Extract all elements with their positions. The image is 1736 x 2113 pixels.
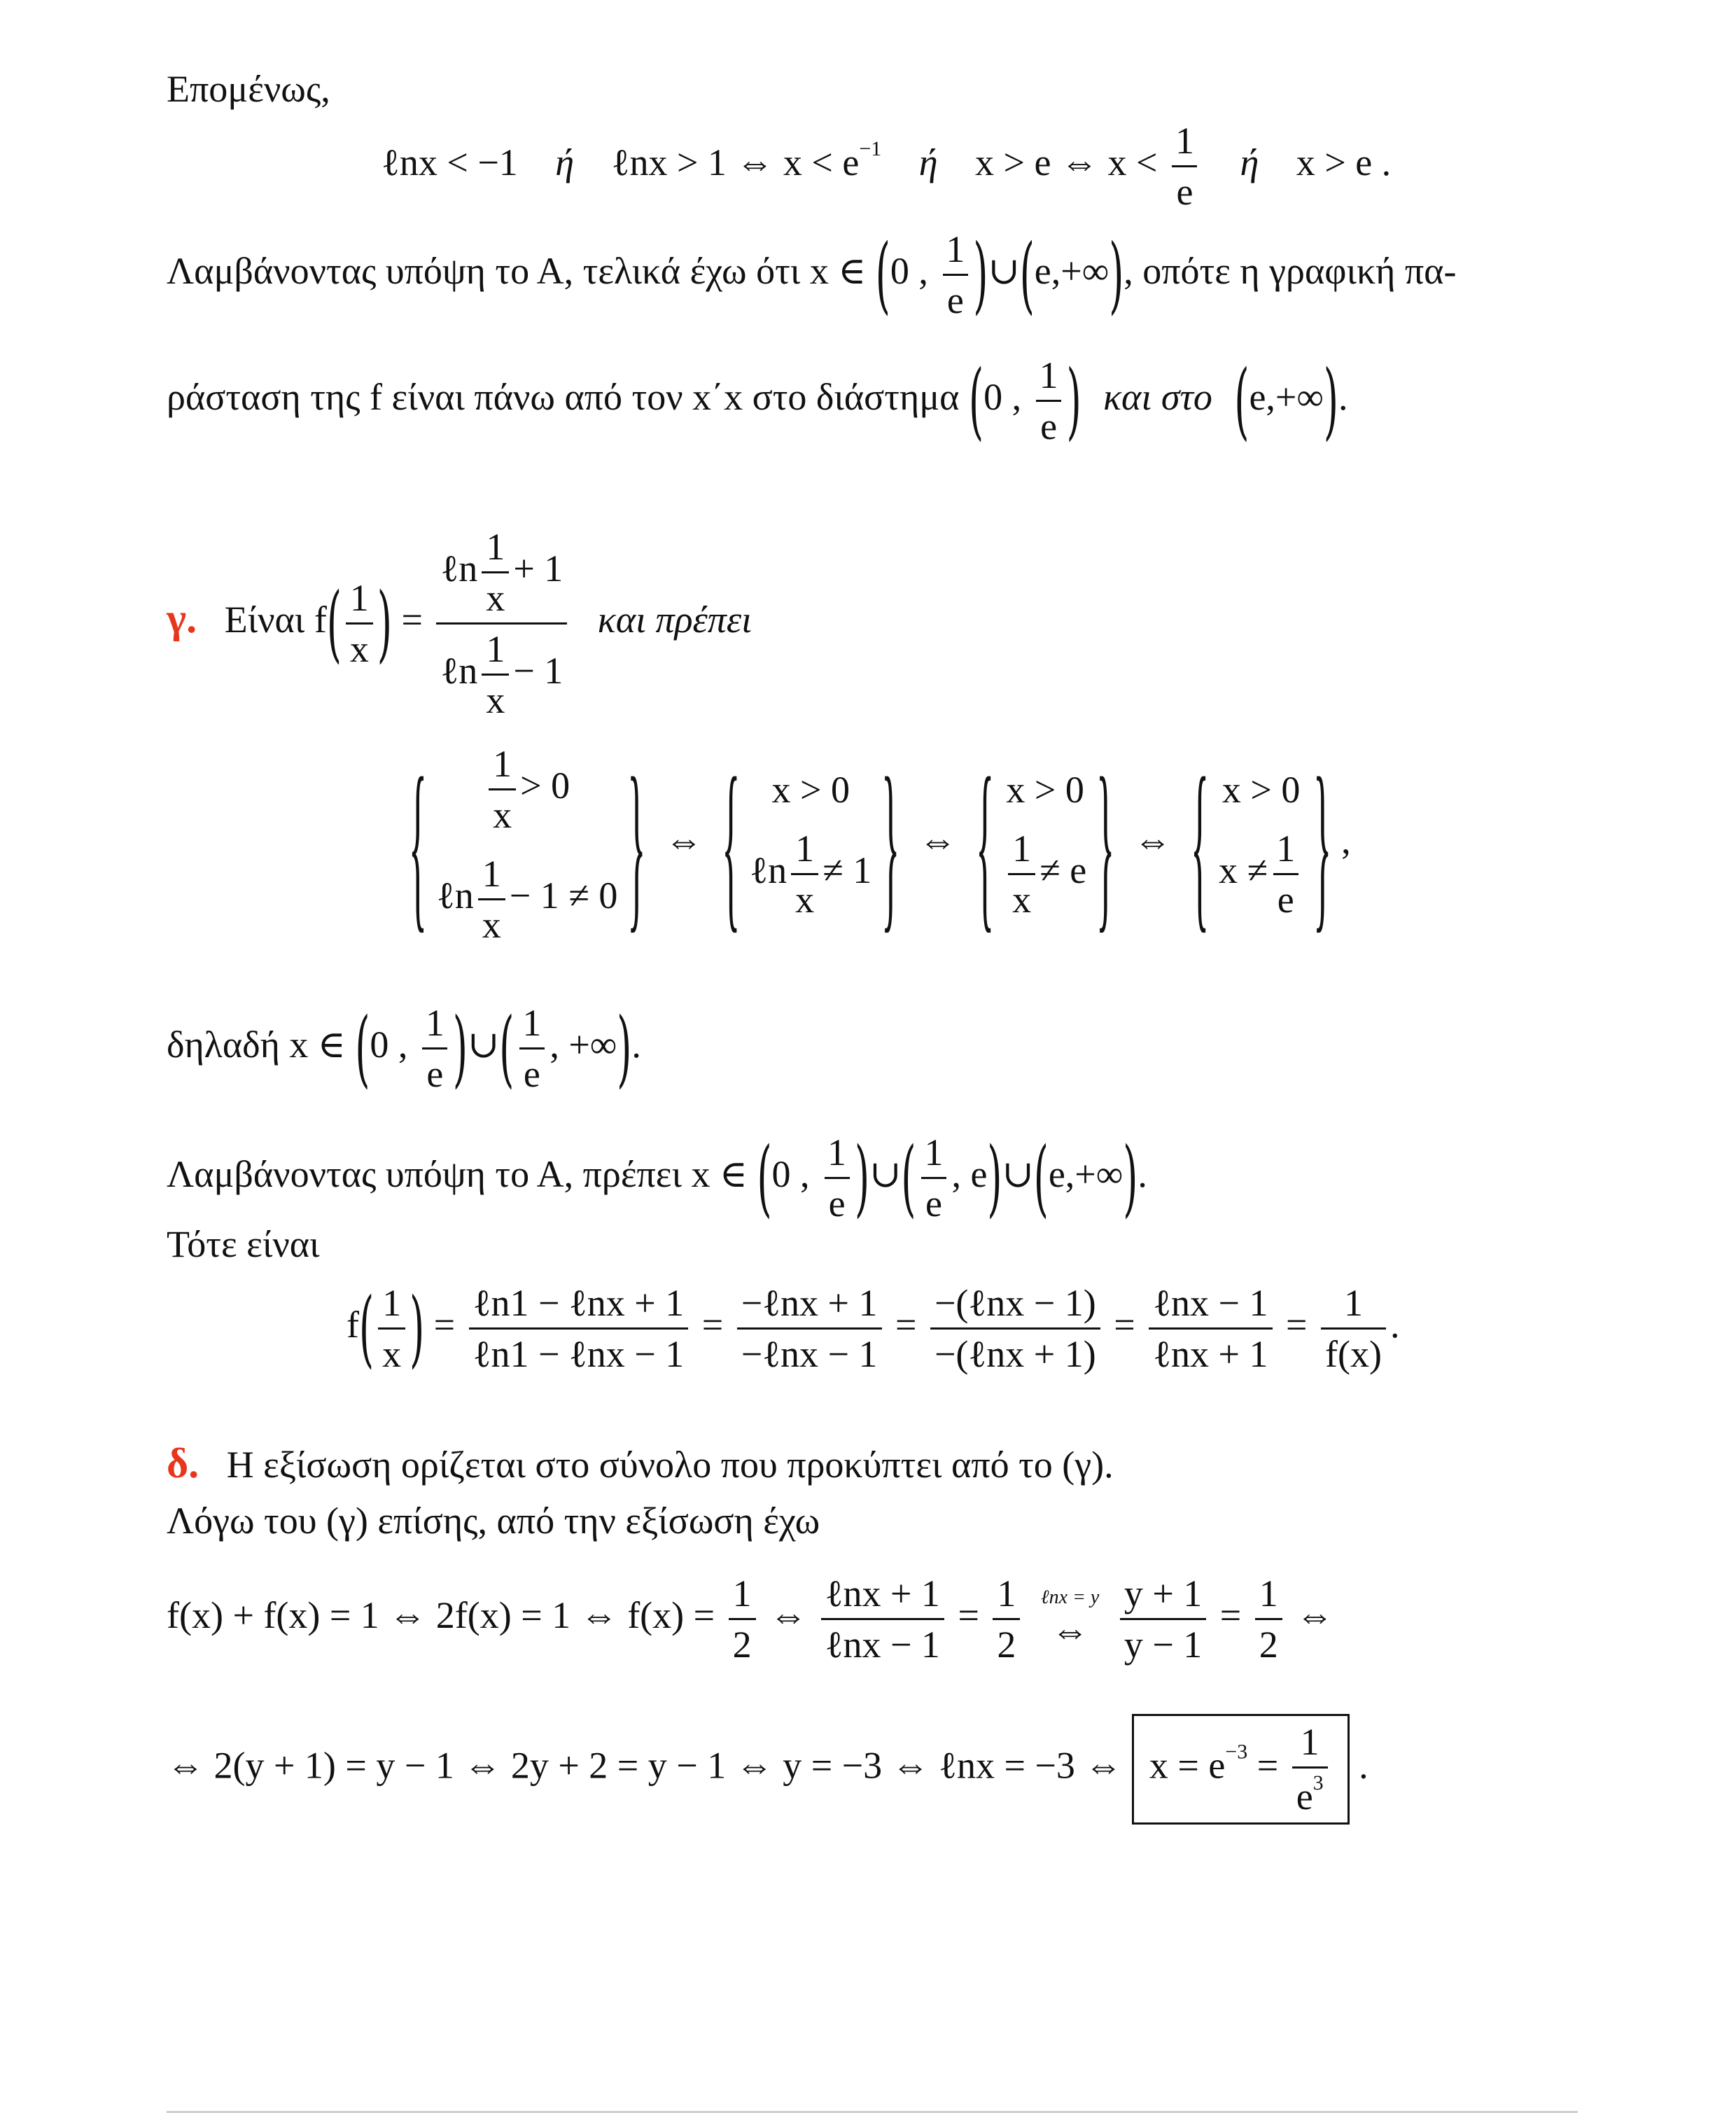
chain-f4-num: ℓnx − 1 xyxy=(1153,1282,1268,1324)
paren-open: ( xyxy=(1033,1129,1049,1227)
para1-union: ∪ xyxy=(988,249,1020,292)
system-comma: , xyxy=(1341,819,1351,862)
chain-f5-den: f(x) xyxy=(1321,1327,1386,1376)
eq2-sub-label: ℓnx = y xyxy=(1040,1586,1100,1608)
paren-close: ) xyxy=(410,1280,425,1377)
eq2-h1-den: 2 xyxy=(729,1618,756,1666)
para3-frac1-den: e xyxy=(825,1177,850,1225)
domain-set xyxy=(167,1001,641,1096)
eq3-box-a: x = e xyxy=(1149,1744,1226,1787)
gamma-arg-fraction xyxy=(346,576,373,671)
s1-r1-rest: > 0 xyxy=(520,764,570,807)
system-iff-2: ⇔ xyxy=(918,819,957,862)
s2-r2-den: x xyxy=(791,873,818,921)
brace-close: } xyxy=(627,739,646,949)
chain-f: f xyxy=(346,1303,359,1346)
chain-fraction-3 xyxy=(930,1281,1100,1376)
system-2-rows xyxy=(750,768,872,921)
paren-open: ( xyxy=(1234,352,1250,449)
paragraph-final-set xyxy=(167,228,1456,322)
paren-close: ) xyxy=(1066,352,1082,449)
system-2 xyxy=(712,739,909,949)
paren-open: ( xyxy=(901,1129,916,1227)
s4-r2-fraction xyxy=(1272,827,1299,921)
paren-open: ( xyxy=(1019,226,1035,323)
chain-f1-num: ℓn1 − ℓnx + 1 xyxy=(472,1282,685,1324)
s1-r1-den: x xyxy=(489,788,516,837)
para2-int1-left: 0 , xyxy=(983,375,1022,418)
text-tote: Τότε είναι xyxy=(167,1223,320,1265)
chain-f2-den: −ℓnx − 1 xyxy=(737,1327,882,1376)
s3-r2-rest: ≠ e xyxy=(1040,849,1087,891)
s1-r2-num: 1 xyxy=(482,853,501,895)
paragraph-considering-A xyxy=(167,1131,1147,1225)
gamma-start: Είναι f xyxy=(224,598,327,641)
eq2-eq-2: = xyxy=(1219,1594,1242,1636)
eq3-box-fraction xyxy=(1292,1720,1328,1818)
system-3 xyxy=(966,739,1124,949)
system-iff-3: ⇔ xyxy=(1133,819,1172,862)
eq2-half-1 xyxy=(729,1572,756,1666)
system-4 xyxy=(1181,739,1341,949)
para1-int2: e,+∞ xyxy=(1034,249,1110,292)
para3-fraction-1 xyxy=(823,1131,850,1225)
eq3-box-eq: = xyxy=(1256,1744,1279,1787)
system-conditions xyxy=(399,739,1351,949)
para3-int2-right: , e xyxy=(951,1152,988,1195)
paren-open: ( xyxy=(968,352,984,449)
dilad-union: ∪ xyxy=(467,1023,500,1066)
s3-r1: x > 0 xyxy=(1006,768,1084,811)
chain-arg-num: 1 xyxy=(382,1282,402,1324)
system-3-rows xyxy=(1004,768,1086,921)
eq2-iff-1: ⇔ xyxy=(769,1594,808,1636)
eq2-g-num: ℓnx + 1 xyxy=(825,1572,940,1615)
brace-open: { xyxy=(1191,739,1210,949)
delta-text: Η εξίσωση ορίζεται στο σύνολο που προκύπτει από το (γ). xyxy=(226,1444,1114,1486)
para2-fraction xyxy=(1035,354,1063,448)
eq1-or-2: ή xyxy=(918,141,938,183)
equation-f-reciprocal xyxy=(346,1281,1399,1376)
para1-end: , οπότε η γραφική πα- xyxy=(1124,249,1457,292)
dilad-int2-right: , +∞ xyxy=(550,1023,617,1066)
chain-fraction-4 xyxy=(1149,1281,1272,1376)
eq2-h3-den: 2 xyxy=(1255,1618,1282,1666)
system-2-row-2 xyxy=(750,827,872,921)
gamma-den-inner-fraction xyxy=(482,627,509,722)
brace-open: { xyxy=(409,739,427,949)
brace-open: { xyxy=(976,739,995,949)
eq2-part-a: f(x) + f(x) = 1 ⇔ 2f(x) = 1 ⇔ f(x) = xyxy=(167,1594,715,1636)
s2-r2-ln: ℓn xyxy=(750,849,788,891)
chain-arg-fraction xyxy=(378,1281,405,1376)
eq2-y-fraction xyxy=(1120,1572,1206,1666)
para1-int1-left: 0 , xyxy=(890,249,928,292)
paren-close: ) xyxy=(973,226,988,323)
chain-f4-den: ℓnx + 1 xyxy=(1149,1327,1272,1376)
eq3-box-den-wrap xyxy=(1292,1766,1328,1818)
chain-arg-den: x xyxy=(378,1327,405,1376)
s3-r2-den: x xyxy=(1008,873,1035,921)
para1-fraction xyxy=(941,228,969,322)
chain-f5-num: 1 xyxy=(1343,1282,1363,1324)
s1-r2-rest: − 1 ≠ 0 xyxy=(509,874,618,916)
dilad-frac1-den: e xyxy=(422,1047,447,1096)
dilad-fraction-1 xyxy=(421,1001,449,1096)
paren-close: ) xyxy=(855,1129,870,1227)
para2-end: . xyxy=(1338,375,1348,418)
eq3-box-num: 1 xyxy=(1300,1721,1320,1763)
system-4-row-2 xyxy=(1219,827,1303,921)
eq2-substitution xyxy=(1041,1587,1099,1652)
chain-f3-num: −(ℓnx − 1) xyxy=(934,1282,1096,1324)
para3-int3: e,+∞ xyxy=(1048,1152,1124,1195)
eq3-box-exponent: −3 xyxy=(1225,1740,1248,1764)
eq1-or-3: ή xyxy=(1240,141,1259,183)
s4-r1: x > 0 xyxy=(1222,768,1301,811)
eq2-h2-den: 2 xyxy=(993,1618,1020,1666)
chain-f2-num: −ℓnx + 1 xyxy=(741,1282,878,1324)
chain-eq-2: = xyxy=(701,1303,724,1346)
s2-r1: x > 0 xyxy=(771,768,850,811)
chain-f3-den: −(ℓnx + 1) xyxy=(930,1327,1100,1376)
eq1-frac-num: 1 xyxy=(1175,120,1194,162)
s2-r2-rest: ≠ 1 xyxy=(822,849,872,891)
paren-open: ( xyxy=(326,575,342,672)
brace-close: } xyxy=(881,739,900,949)
brace-close: } xyxy=(1313,739,1332,949)
gamma-main-den xyxy=(436,622,567,722)
dilad-fraction-2 xyxy=(518,1001,545,1096)
eq2-h3-num: 1 xyxy=(1259,1572,1278,1615)
gamma-equals: = xyxy=(401,598,423,641)
para1-start: Λαμβάνοντας υπόψη το Α, τελικά έχω ότι x ∈ xyxy=(167,249,867,292)
paren-close: ) xyxy=(452,1000,468,1097)
chain-eq-5: = xyxy=(1286,1303,1308,1346)
eq1-exponent: −1 xyxy=(859,137,882,160)
eq2-end: ⇔ xyxy=(1296,1594,1334,1636)
para1-frac-den: e xyxy=(943,274,968,322)
eq2-h1-num: 1 xyxy=(732,1572,752,1615)
eq2-g-den: ℓnx − 1 xyxy=(821,1618,944,1666)
para3-start: Λαμβάνοντας υπόψη το Α, πρέπει x ∈ xyxy=(167,1152,748,1195)
paren-close: ) xyxy=(377,575,392,672)
system-iff-1: ⇔ xyxy=(664,819,703,862)
paren-close: ) xyxy=(1109,226,1124,323)
eq2-half-3 xyxy=(1255,1572,1282,1666)
system-1-rows xyxy=(437,742,617,947)
paren-close: ) xyxy=(1323,352,1338,449)
chain-end: . xyxy=(1390,1303,1400,1346)
s1-r1-num: 1 xyxy=(493,743,512,785)
s1-r2-fraction xyxy=(478,852,505,947)
s1-r1-fraction xyxy=(489,742,516,837)
dilad-start: δηλαδή x ∈ xyxy=(167,1023,346,1066)
eq1-part-c: x > e ⇔ x < xyxy=(975,141,1158,183)
s4-r2-num: 1 xyxy=(1276,827,1296,870)
section-label-delta: δ. xyxy=(167,1440,200,1486)
gamma-num-rest: + 1 xyxy=(513,547,564,590)
eq1-part-b: ℓnx > 1 ⇔ x < e xyxy=(611,141,860,183)
eq1-part-d: x > e . xyxy=(1296,141,1392,183)
para2-mid: και στο xyxy=(1103,375,1212,418)
para3-union-1: ∪ xyxy=(869,1152,902,1195)
para3-union-2: ∪ xyxy=(1002,1152,1034,1195)
gamma-den-inner-den: x xyxy=(482,674,509,722)
chain-eq-1: = xyxy=(433,1303,456,1346)
section-label-gamma: γ. xyxy=(167,594,197,641)
system-1-row-1 xyxy=(484,742,570,837)
para1-frac-num: 1 xyxy=(946,228,965,270)
system-3-row-2 xyxy=(1004,827,1086,921)
section-gamma xyxy=(167,525,752,722)
para2-start: ράσταση της f είναι πάνω από τον x΄x στο διάστημα xyxy=(167,375,960,418)
para3-end: . xyxy=(1138,1152,1147,1195)
brace-open: { xyxy=(722,739,741,949)
paren-close: ) xyxy=(1123,1129,1138,1227)
gamma-num-inner-fraction xyxy=(482,525,509,620)
equation-log-inequalities xyxy=(382,119,1391,214)
dilad-int1-left: 0 , xyxy=(370,1023,408,1066)
eq1-frac-den: e xyxy=(1172,165,1197,214)
dilad-frac2-den: e xyxy=(519,1047,545,1096)
paren-close: ) xyxy=(617,1000,632,1097)
eq3-end: . xyxy=(1359,1744,1368,1787)
gamma-arg-den: x xyxy=(346,622,373,671)
paren-open: ( xyxy=(358,1280,374,1377)
dilad-frac1-num: 1 xyxy=(425,1002,444,1044)
s1-r2-den: x xyxy=(478,898,505,947)
gamma-den-rest: − 1 xyxy=(513,649,564,692)
system-1 xyxy=(399,739,655,949)
eq1-or-1: ή xyxy=(555,141,575,183)
s2-r2-num: 1 xyxy=(795,827,815,870)
gamma-main-fraction xyxy=(436,525,567,722)
system-4-rows xyxy=(1219,768,1303,921)
chain-fraction-2 xyxy=(737,1281,882,1376)
dilad-end: . xyxy=(631,1023,641,1066)
eq2-eq-1: = xyxy=(958,1594,979,1636)
chain-eq-4: = xyxy=(1114,1303,1135,1346)
para3-fraction-2 xyxy=(920,1131,947,1225)
eq2-iff-2: ⇔ xyxy=(1051,1609,1089,1652)
system-1-row-2 xyxy=(437,852,617,947)
para3-frac2-den: e xyxy=(921,1177,946,1225)
eq2-half-2 xyxy=(993,1572,1020,1666)
eq3-box-den: e xyxy=(1296,1776,1313,1818)
s4-r2-a: x ≠ xyxy=(1219,849,1268,891)
gamma-den-inner-num: 1 xyxy=(486,628,505,670)
eq3-part-a: ⇔ 2(y + 1) = y − 1 ⇔ 2y + 2 = y − 1 ⇔ y = −3 ⇔ ℓnx = −3 ⇔ xyxy=(167,1744,1123,1787)
eq2-h2-num: 1 xyxy=(997,1572,1016,1615)
para2-frac-num: 1 xyxy=(1039,354,1058,396)
gamma-end: και πρέπει xyxy=(597,598,752,641)
paragraph-graph-above-axis xyxy=(167,354,1348,448)
paren-open: ( xyxy=(875,226,890,323)
equation-final-answer xyxy=(167,1714,1368,1825)
gamma-main-num xyxy=(436,525,567,622)
eq3-box-den-exponent: 3 xyxy=(1312,1771,1324,1794)
paren-open: ( xyxy=(499,1000,514,1097)
brace-close: } xyxy=(1096,739,1115,949)
chain-eq-3: = xyxy=(895,1303,917,1346)
chain-fraction-1 xyxy=(469,1281,689,1376)
s1-r2-ln: ℓn xyxy=(436,874,474,916)
dilad-frac2-num: 1 xyxy=(522,1002,542,1044)
para3-int1-left: 0 , xyxy=(771,1152,810,1195)
gamma-num-inner-den: x xyxy=(482,571,509,620)
s3-r2-fraction xyxy=(1008,827,1035,921)
eq2-log-fraction xyxy=(821,1572,944,1666)
chain-f1-den: ℓn1 − ℓnx − 1 xyxy=(469,1327,689,1376)
paren-open: ( xyxy=(757,1129,772,1227)
equation-solve-f xyxy=(167,1572,1334,1666)
eq2-y-den: y − 1 xyxy=(1120,1618,1206,1666)
s2-r2-fraction xyxy=(791,827,818,921)
eq1-part-a: ℓnx < −1 xyxy=(382,141,518,183)
chain-fraction-5 xyxy=(1321,1281,1386,1376)
paren-close: ) xyxy=(987,1129,1002,1227)
eq2-y-num: y + 1 xyxy=(1124,1572,1203,1615)
text-logo: Λόγω του (γ) επίσης, από την εξίσωση έχω xyxy=(167,1500,820,1542)
answer-box xyxy=(1132,1714,1350,1825)
section-delta xyxy=(167,1442,1114,1484)
para2-int2: e,+∞ xyxy=(1249,375,1324,418)
s4-r2-den: e xyxy=(1273,873,1298,921)
para3-frac1-num: 1 xyxy=(827,1131,847,1173)
gamma-den-ln: ℓn xyxy=(440,649,478,692)
gamma-arg-num: 1 xyxy=(349,577,369,619)
paren-open: ( xyxy=(355,1000,370,1097)
gamma-num-ln: ℓn xyxy=(440,547,478,590)
text-epomenos: Επομένως, xyxy=(167,68,330,110)
para3-frac2-num: 1 xyxy=(924,1131,944,1173)
eq1-fraction xyxy=(1171,119,1198,214)
gamma-num-inner-num: 1 xyxy=(486,526,505,568)
s3-r2-num: 1 xyxy=(1012,827,1032,870)
para2-frac-den: e xyxy=(1036,400,1061,448)
